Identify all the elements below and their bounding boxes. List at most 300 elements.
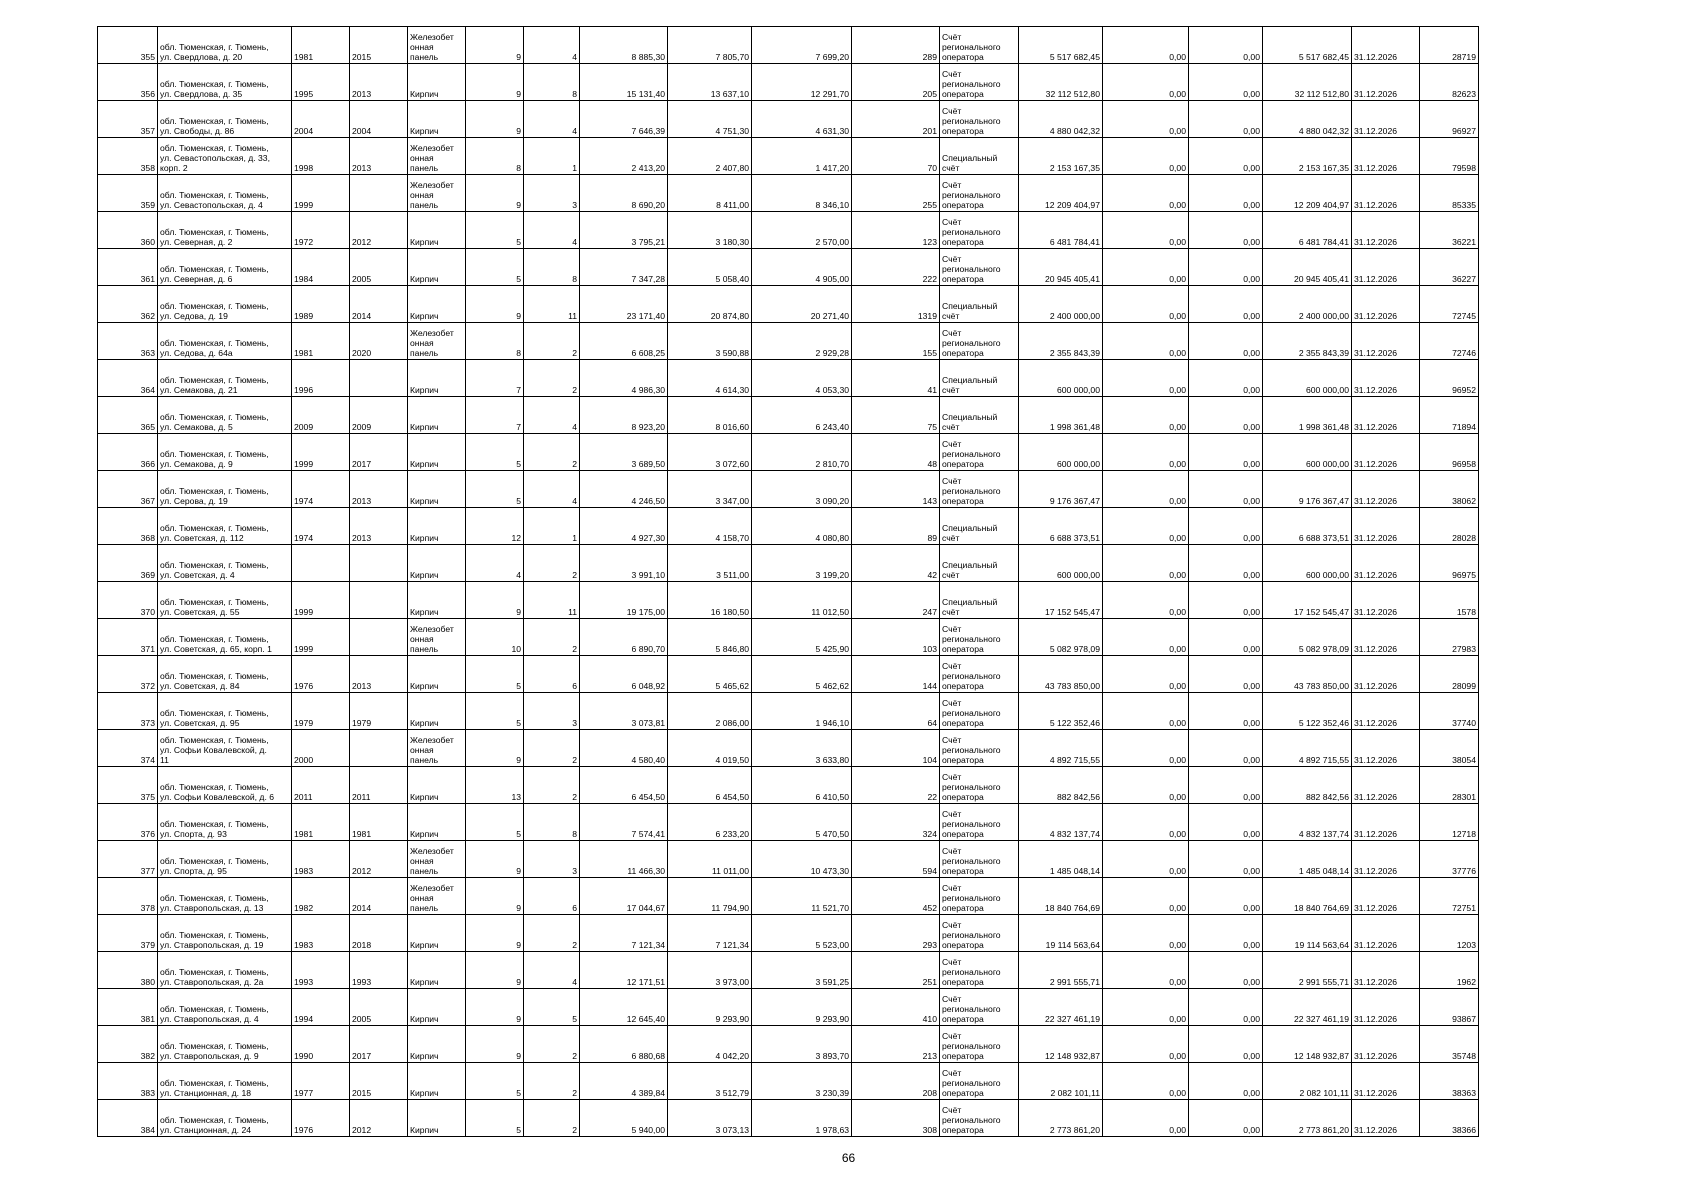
- cell-wall-material: Кирпич: [408, 1063, 466, 1100]
- cell-wall-material: Кирпич: [408, 471, 466, 508]
- cell-residential-area: 4 905,00: [752, 249, 852, 286]
- cell-cost-regional: 0,00: [1189, 323, 1263, 360]
- cell-total-area: 12 645,40: [580, 989, 668, 1026]
- cell-premises-area: 8 016,60: [668, 397, 752, 434]
- cell-entrances: 5: [524, 989, 580, 1026]
- cell-build-year: 1999: [292, 619, 350, 656]
- cell-deadline: 31.12.2026: [1352, 1100, 1420, 1137]
- cell-residents: 308: [852, 1100, 940, 1137]
- cell-cost-owners: 1 485 048,14: [1263, 841, 1352, 878]
- cell-address: обл. Тюменская, г. Тюмень, ул. Ставропольская, д. 2а: [158, 952, 292, 989]
- cell-wall-material: Кирпич: [408, 767, 466, 804]
- cell-entrances: 2: [524, 767, 580, 804]
- cell-residents: 42: [852, 545, 940, 582]
- cell-residents: 144: [852, 656, 940, 693]
- table-row: [98, 1100, 1479, 1137]
- cell-house-id: 72746: [1420, 323, 1479, 360]
- cell-cost-regional: 0,00: [1189, 952, 1263, 989]
- cell-premises-area: 9 293,90: [668, 989, 752, 1026]
- cell-deadline: 31.12.2026: [1352, 471, 1420, 508]
- cell-fund-method: Специальный счёт: [940, 360, 1019, 397]
- cell-wall-material: Кирпич: [408, 249, 466, 286]
- cell-premises-area: 4 614,30: [668, 360, 752, 397]
- cell-wall-material: Кирпич: [408, 989, 466, 1026]
- cell-address: обл. Тюменская, г. Тюмень, ул. Семакова, д. 21: [158, 360, 292, 397]
- cell-residential-area: 3 199,20: [752, 545, 852, 582]
- cell-total-area: 6 454,50: [580, 767, 668, 804]
- cell-cost-regional: 0,00: [1189, 434, 1263, 471]
- cell-last-repair-year: 1981: [350, 804, 408, 841]
- cell-house-id: 96958: [1420, 434, 1479, 471]
- cell-address: обл. Тюменская, г. Тюмень, ул. Станционная, д. 18: [158, 1063, 292, 1100]
- cell-row-number: 366: [98, 434, 158, 471]
- cell-address: обл. Тюменская, г. Тюмень, ул. Свободы, д. 86: [158, 101, 292, 138]
- cell-residents: 324: [852, 804, 940, 841]
- cell-cost-federal: 0,00: [1103, 841, 1189, 878]
- cell-wall-material: Кирпич: [408, 1026, 466, 1063]
- cell-address: обл. Тюменская, г. Тюмень, ул. Советская, д. 55: [158, 582, 292, 619]
- cell-repair-cost: 2 773 861,20: [1019, 1100, 1103, 1137]
- cell-residential-area: 4 080,80: [752, 508, 852, 545]
- cell-wall-material: Кирпич: [408, 212, 466, 249]
- cell-floors: 5: [466, 656, 524, 693]
- cell-deadline: 31.12.2026: [1352, 915, 1420, 952]
- cell-premises-area: 5 846,80: [668, 619, 752, 656]
- cell-deadline: 31.12.2026: [1352, 323, 1420, 360]
- cell-address: обл. Тюменская, г. Тюмень, ул. Софьи Ковалевской, д. 11: [158, 730, 292, 767]
- cell-address: обл. Тюменская, г. Тюмень, ул. Спорта, д. 93: [158, 804, 292, 841]
- cell-fund-method: Счёт регионального оператора: [940, 434, 1019, 471]
- cell-last-repair-year: 2018: [350, 915, 408, 952]
- table-body: [98, 27, 1479, 1137]
- cell-last-repair-year: 2013: [350, 138, 408, 175]
- cell-address: обл. Тюменская, г. Тюмень, ул. Станционная, д. 24: [158, 1100, 292, 1137]
- cell-build-year: 1984: [292, 249, 350, 286]
- cell-wall-material: Кирпич: [408, 64, 466, 101]
- cell-row-number: 379: [98, 915, 158, 952]
- cell-cost-regional: 0,00: [1189, 1100, 1263, 1137]
- cell-premises-area: 6 454,50: [668, 767, 752, 804]
- cell-total-area: 5 940,00: [580, 1100, 668, 1137]
- cell-repair-cost: 600 000,00: [1019, 545, 1103, 582]
- table-row: [98, 138, 1479, 175]
- cell-house-id: 35748: [1420, 1026, 1479, 1063]
- cell-deadline: 31.12.2026: [1352, 212, 1420, 249]
- cell-wall-material: Кирпич: [408, 693, 466, 730]
- table-row: [98, 656, 1479, 693]
- cell-address: обл. Тюменская, г. Тюмень, ул. Ставропольская, д. 9: [158, 1026, 292, 1063]
- cell-last-repair-year: 2012: [350, 212, 408, 249]
- cell-cost-owners: 17 152 545,47: [1263, 582, 1352, 619]
- cell-house-id: 36221: [1420, 212, 1479, 249]
- cell-wall-material: Кирпич: [408, 434, 466, 471]
- cell-premises-area: 11 011,00: [668, 841, 752, 878]
- cell-residential-area: 1 946,10: [752, 693, 852, 730]
- cell-row-number: 363: [98, 323, 158, 360]
- cell-entrances: 8: [524, 804, 580, 841]
- cell-last-repair-year: 1993: [350, 952, 408, 989]
- cell-total-area: 6 048,92: [580, 656, 668, 693]
- cell-build-year: 1999: [292, 582, 350, 619]
- cell-cost-regional: 0,00: [1189, 1063, 1263, 1100]
- cell-repair-cost: 1 485 048,14: [1019, 841, 1103, 878]
- cell-house-id: 37776: [1420, 841, 1479, 878]
- cell-premises-area: 8 411,00: [668, 175, 752, 212]
- cell-floors: 5: [466, 1063, 524, 1100]
- cell-build-year: 1981: [292, 804, 350, 841]
- cell-floors: 5: [466, 249, 524, 286]
- cell-last-repair-year: 2004: [350, 101, 408, 138]
- housing-table: [97, 26, 1479, 1137]
- cell-wall-material: Кирпич: [408, 656, 466, 693]
- cell-address: обл. Тюменская, г. Тюмень, ул. Ставропольская, д. 4: [158, 989, 292, 1026]
- cell-cost-owners: 12 148 932,87: [1263, 1026, 1352, 1063]
- cell-residential-area: 3 090,20: [752, 471, 852, 508]
- cell-last-repair-year: 2005: [350, 249, 408, 286]
- cell-repair-cost: 12 209 404,97: [1019, 175, 1103, 212]
- cell-residential-area: 4 631,30: [752, 101, 852, 138]
- cell-cost-owners: 2 773 861,20: [1263, 1100, 1352, 1137]
- cell-last-repair-year: 2012: [350, 1100, 408, 1137]
- cell-address: обл. Тюменская, г. Тюмень, ул. Софьи Ковалевской, д. 6: [158, 767, 292, 804]
- cell-residential-area: 6 243,40: [752, 397, 852, 434]
- cell-cost-federal: 0,00: [1103, 582, 1189, 619]
- cell-total-area: 11 466,30: [580, 841, 668, 878]
- cell-repair-cost: 5 122 352,46: [1019, 693, 1103, 730]
- cell-residents: 293: [852, 915, 940, 952]
- cell-entrances: 6: [524, 878, 580, 915]
- cell-house-id: 93867: [1420, 989, 1479, 1026]
- cell-cost-federal: 0,00: [1103, 952, 1189, 989]
- cell-house-id: 1578: [1420, 582, 1479, 619]
- cell-wall-material: Кирпич: [408, 1100, 466, 1137]
- cell-cost-federal: 0,00: [1103, 286, 1189, 323]
- cell-build-year: 2011: [292, 767, 350, 804]
- cell-repair-cost: 600 000,00: [1019, 434, 1103, 471]
- cell-entrances: 3: [524, 693, 580, 730]
- cell-wall-material: Железобет онная панель: [408, 175, 466, 212]
- cell-address: обл. Тюменская, г. Тюмень, ул. Семакова, д. 9: [158, 434, 292, 471]
- cell-cost-federal: 0,00: [1103, 1100, 1189, 1137]
- cell-cost-regional: 0,00: [1189, 767, 1263, 804]
- cell-cost-federal: 0,00: [1103, 878, 1189, 915]
- cell-residents: 41: [852, 360, 940, 397]
- cell-cost-regional: 0,00: [1189, 471, 1263, 508]
- cell-fund-method: Счёт регионального оператора: [940, 730, 1019, 767]
- cell-last-repair-year: 2017: [350, 1026, 408, 1063]
- cell-cost-federal: 0,00: [1103, 27, 1189, 64]
- cell-build-year: 1998: [292, 138, 350, 175]
- cell-deadline: 31.12.2026: [1352, 878, 1420, 915]
- cell-last-repair-year: [350, 582, 408, 619]
- cell-premises-area: 3 512,79: [668, 1063, 752, 1100]
- cell-cost-owners: 2 153 167,35: [1263, 138, 1352, 175]
- cell-last-repair-year: 2012: [350, 841, 408, 878]
- cell-residential-area: 11 012,50: [752, 582, 852, 619]
- cell-fund-method: Специальный счёт: [940, 286, 1019, 323]
- cell-cost-federal: 0,00: [1103, 767, 1189, 804]
- cell-deadline: 31.12.2026: [1352, 249, 1420, 286]
- cell-total-area: 7 121,34: [580, 915, 668, 952]
- cell-residents: 289: [852, 27, 940, 64]
- cell-total-area: 8 690,20: [580, 175, 668, 212]
- table-row: [98, 360, 1479, 397]
- cell-residential-area: 5 462,62: [752, 656, 852, 693]
- cell-wall-material: Кирпич: [408, 915, 466, 952]
- cell-deadline: 31.12.2026: [1352, 434, 1420, 471]
- cell-row-number: 362: [98, 286, 158, 323]
- cell-repair-cost: 1 998 361,48: [1019, 397, 1103, 434]
- cell-residential-area: 7 699,20: [752, 27, 852, 64]
- cell-house-id: 28301: [1420, 767, 1479, 804]
- cell-build-year: 1976: [292, 1100, 350, 1137]
- cell-address: обл. Тюменская, г. Тюмень, ул. Свердлова, д. 20: [158, 27, 292, 64]
- cell-last-repair-year: 2020: [350, 323, 408, 360]
- cell-premises-area: 13 637,10: [668, 64, 752, 101]
- cell-total-area: 19 175,00: [580, 582, 668, 619]
- cell-entrances: 2: [524, 1100, 580, 1137]
- cell-house-id: 79598: [1420, 138, 1479, 175]
- cell-wall-material: Кирпич: [408, 804, 466, 841]
- cell-total-area: 3 795,21: [580, 212, 668, 249]
- cell-row-number: 372: [98, 656, 158, 693]
- cell-cost-owners: 5 082 978,09: [1263, 619, 1352, 656]
- cell-residential-area: 3 230,39: [752, 1063, 852, 1100]
- cell-floors: 9: [466, 730, 524, 767]
- cell-total-area: 2 413,20: [580, 138, 668, 175]
- cell-build-year: 1995: [292, 64, 350, 101]
- cell-floors: 5: [466, 804, 524, 841]
- table-row: [98, 212, 1479, 249]
- cell-entrances: 2: [524, 1026, 580, 1063]
- cell-residents: 143: [852, 471, 940, 508]
- cell-wall-material: Кирпич: [408, 360, 466, 397]
- cell-house-id: 72751: [1420, 878, 1479, 915]
- cell-residents: 208: [852, 1063, 940, 1100]
- cell-residential-area: 2 810,70: [752, 434, 852, 471]
- cell-build-year: 1979: [292, 693, 350, 730]
- cell-cost-regional: 0,00: [1189, 397, 1263, 434]
- cell-deadline: 31.12.2026: [1352, 730, 1420, 767]
- cell-entrances: 6: [524, 656, 580, 693]
- cell-row-number: 364: [98, 360, 158, 397]
- cell-floors: 9: [466, 841, 524, 878]
- cell-repair-cost: 882 842,56: [1019, 767, 1103, 804]
- cell-residential-area: 1 978,63: [752, 1100, 852, 1137]
- cell-cost-federal: 0,00: [1103, 1063, 1189, 1100]
- cell-cost-owners: 600 000,00: [1263, 360, 1352, 397]
- cell-cost-federal: 0,00: [1103, 138, 1189, 175]
- table-row: [98, 397, 1479, 434]
- cell-address: обл. Тюменская, г. Тюмень, ул. Севастопольская, д. 33, корп. 2: [158, 138, 292, 175]
- cell-build-year: 1983: [292, 841, 350, 878]
- cell-fund-method: Счёт регионального оператора: [940, 656, 1019, 693]
- cell-house-id: 38366: [1420, 1100, 1479, 1137]
- cell-cost-owners: 4 892 715,55: [1263, 730, 1352, 767]
- cell-residents: 222: [852, 249, 940, 286]
- cell-premises-area: 4 158,70: [668, 508, 752, 545]
- cell-entrances: 2: [524, 323, 580, 360]
- cell-floors: 9: [466, 952, 524, 989]
- cell-repair-cost: 17 152 545,47: [1019, 582, 1103, 619]
- cell-fund-method: Счёт регионального оператора: [940, 767, 1019, 804]
- table-row: [98, 730, 1479, 767]
- cell-premises-area: 4 751,30: [668, 101, 752, 138]
- cell-fund-method: Счёт регионального оператора: [940, 693, 1019, 730]
- cell-premises-area: 3 073,13: [668, 1100, 752, 1137]
- cell-deadline: 31.12.2026: [1352, 619, 1420, 656]
- cell-deadline: 31.12.2026: [1352, 286, 1420, 323]
- cell-fund-method: Счёт регионального оператора: [940, 212, 1019, 249]
- cell-deadline: 31.12.2026: [1352, 64, 1420, 101]
- table-row: [98, 619, 1479, 656]
- cell-deadline: 31.12.2026: [1352, 545, 1420, 582]
- cell-repair-cost: 5 082 978,09: [1019, 619, 1103, 656]
- cell-fund-method: Счёт регионального оператора: [940, 27, 1019, 64]
- cell-cost-federal: 0,00: [1103, 101, 1189, 138]
- cell-residential-area: 5 523,00: [752, 915, 852, 952]
- cell-build-year: 1976: [292, 656, 350, 693]
- cell-house-id: 96927: [1420, 101, 1479, 138]
- cell-floors: 9: [466, 989, 524, 1026]
- cell-fund-method: Специальный счёт: [940, 545, 1019, 582]
- cell-entrances: 4: [524, 101, 580, 138]
- cell-address: обл. Тюменская, г. Тюмень, ул. Серова, д. 19: [158, 471, 292, 508]
- cell-entrances: 2: [524, 730, 580, 767]
- cell-residents: 205: [852, 64, 940, 101]
- cell-fund-method: Счёт регионального оператора: [940, 1026, 1019, 1063]
- cell-wall-material: Кирпич: [408, 397, 466, 434]
- page-number: 66: [841, 1151, 856, 1165]
- cell-last-repair-year: 2013: [350, 656, 408, 693]
- cell-total-area: 6 608,25: [580, 323, 668, 360]
- cell-row-number: 357: [98, 101, 158, 138]
- cell-row-number: 383: [98, 1063, 158, 1100]
- cell-total-area: 23 171,40: [580, 286, 668, 323]
- cell-premises-area: 2 407,80: [668, 138, 752, 175]
- cell-deadline: 31.12.2026: [1352, 952, 1420, 989]
- cell-row-number: 375: [98, 767, 158, 804]
- cell-fund-method: Счёт регионального оператора: [940, 915, 1019, 952]
- cell-wall-material: Кирпич: [408, 286, 466, 323]
- cell-address: обл. Тюменская, г. Тюмень, ул. Спорта, д. 95: [158, 841, 292, 878]
- cell-cost-owners: 1 998 361,48: [1263, 397, 1352, 434]
- cell-build-year: 1972: [292, 212, 350, 249]
- cell-total-area: 3 689,50: [580, 434, 668, 471]
- cell-residential-area: 12 291,70: [752, 64, 852, 101]
- cell-repair-cost: 600 000,00: [1019, 360, 1103, 397]
- cell-deadline: 31.12.2026: [1352, 693, 1420, 730]
- cell-entrances: 11: [524, 286, 580, 323]
- cell-cost-owners: 32 112 512,80: [1263, 64, 1352, 101]
- cell-build-year: 1994: [292, 989, 350, 1026]
- cell-residential-area: 10 473,30: [752, 841, 852, 878]
- cell-total-area: 12 171,51: [580, 952, 668, 989]
- cell-floors: 9: [466, 101, 524, 138]
- cell-residents: 22: [852, 767, 940, 804]
- cell-entrances: 2: [524, 360, 580, 397]
- cell-build-year: 1989: [292, 286, 350, 323]
- cell-cost-federal: 0,00: [1103, 915, 1189, 952]
- cell-repair-cost: 19 114 563,64: [1019, 915, 1103, 952]
- cell-wall-material: Железобет онная панель: [408, 138, 466, 175]
- table-row: [98, 989, 1479, 1026]
- cell-cost-owners: 20 945 405,41: [1263, 249, 1352, 286]
- cell-cost-owners: 12 209 404,97: [1263, 175, 1352, 212]
- cell-fund-method: Счёт регионального оператора: [940, 1063, 1019, 1100]
- cell-cost-owners: 6 688 373,51: [1263, 508, 1352, 545]
- cell-entrances: 4: [524, 471, 580, 508]
- cell-repair-cost: 22 327 461,19: [1019, 989, 1103, 1026]
- cell-residential-area: 9 293,90: [752, 989, 852, 1026]
- cell-floors: 10: [466, 619, 524, 656]
- table-row: [98, 878, 1479, 915]
- cell-cost-federal: 0,00: [1103, 508, 1189, 545]
- table-row: [98, 101, 1479, 138]
- cell-fund-method: Счёт регионального оператора: [940, 471, 1019, 508]
- cell-fund-method: Счёт регионального оператора: [940, 64, 1019, 101]
- cell-floors: 9: [466, 582, 524, 619]
- cell-floors: 5: [466, 693, 524, 730]
- cell-premises-area: 3 973,00: [668, 952, 752, 989]
- cell-row-number: 361: [98, 249, 158, 286]
- cell-fund-method: Счёт регионального оператора: [940, 619, 1019, 656]
- cell-last-repair-year: 2005: [350, 989, 408, 1026]
- cell-wall-material: Железобет онная панель: [408, 730, 466, 767]
- cell-address: обл. Тюменская, г. Тюмень, ул. Северная, д. 6: [158, 249, 292, 286]
- cell-last-repair-year: 2013: [350, 508, 408, 545]
- cell-last-repair-year: [350, 360, 408, 397]
- cell-row-number: 370: [98, 582, 158, 619]
- cell-house-id: 28099: [1420, 656, 1479, 693]
- cell-entrances: 8: [524, 249, 580, 286]
- cell-residential-area: 1 417,20: [752, 138, 852, 175]
- cell-floors: 5: [466, 471, 524, 508]
- cell-address: обл. Тюменская, г. Тюмень, ул. Свердлова, д. 35: [158, 64, 292, 101]
- cell-cost-regional: 0,00: [1189, 878, 1263, 915]
- cell-row-number: 377: [98, 841, 158, 878]
- cell-floors: 12: [466, 508, 524, 545]
- cell-cost-federal: 0,00: [1103, 1026, 1189, 1063]
- cell-cost-regional: 0,00: [1189, 212, 1263, 249]
- cell-last-repair-year: 2013: [350, 64, 408, 101]
- cell-fund-method: Счёт регионального оператора: [940, 323, 1019, 360]
- cell-cost-regional: 0,00: [1189, 27, 1263, 64]
- cell-cost-regional: 0,00: [1189, 508, 1263, 545]
- cell-row-number: 356: [98, 64, 158, 101]
- cell-repair-cost: 4 832 137,74: [1019, 804, 1103, 841]
- cell-residential-area: 2 929,28: [752, 323, 852, 360]
- cell-residential-area: 5 470,50: [752, 804, 852, 841]
- cell-house-id: 96975: [1420, 545, 1479, 582]
- table-row: [98, 915, 1479, 952]
- cell-cost-owners: 18 840 764,69: [1263, 878, 1352, 915]
- cell-cost-federal: 0,00: [1103, 175, 1189, 212]
- cell-cost-federal: 0,00: [1103, 730, 1189, 767]
- cell-address: обл. Тюменская, г. Тюмень, ул. Советская, д. 84: [158, 656, 292, 693]
- cell-house-id: 37740: [1420, 693, 1479, 730]
- cell-cost-owners: 6 481 784,41: [1263, 212, 1352, 249]
- cell-deadline: 31.12.2026: [1352, 27, 1420, 64]
- cell-repair-cost: 4 880 042,32: [1019, 101, 1103, 138]
- cell-cost-federal: 0,00: [1103, 989, 1189, 1026]
- cell-cost-owners: 19 114 563,64: [1263, 915, 1352, 952]
- table-row: [98, 286, 1479, 323]
- cell-repair-cost: 2 082 101,11: [1019, 1063, 1103, 1100]
- cell-row-number: 378: [98, 878, 158, 915]
- cell-cost-federal: 0,00: [1103, 249, 1189, 286]
- cell-residential-area: 20 271,40: [752, 286, 852, 323]
